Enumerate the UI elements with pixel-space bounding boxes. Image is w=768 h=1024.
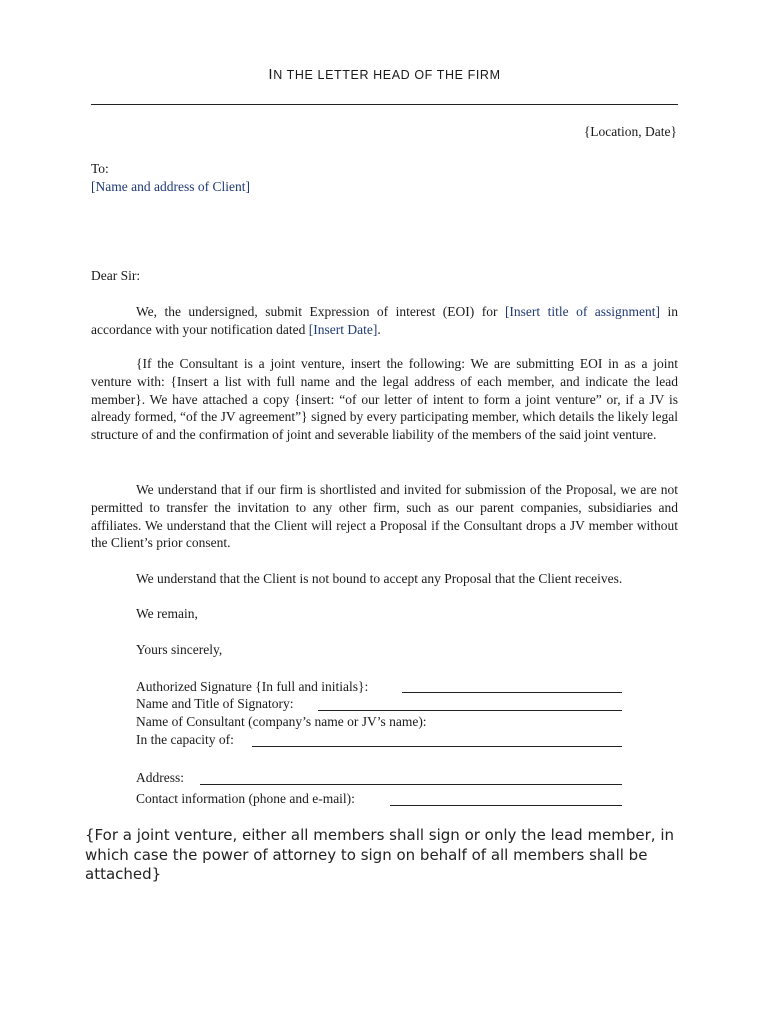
paragraph-joint-venture: {If the Consultant is a joint venture, insert the following: We are submitting EOI in as a joint venture with: {Insert a list with full name and the legal address of each member, and indicate the lead member}. We have attached a copy {insert: “of our letter of intent to form a joint venture” or, if a JV is already formed, “of the JV agreement”} signed by every participating member, which details the likely legal structure of and the confirmation of joint and severable liability of the members of the said joint venture.	[91, 356, 678, 443]
para1-text-b: in accordance with your notification dated	[91, 304, 678, 337]
address-label: Address:	[136, 770, 184, 785]
contact-label: Contact information (phone and e-mail):	[136, 791, 355, 806]
para1-text-c: .	[377, 321, 381, 337]
contact-line[interactable]	[390, 805, 622, 806]
capacity-label: In the capacity of:	[136, 732, 234, 747]
closing-we-remain: We remain,	[136, 606, 198, 621]
date-placeholder: [Insert Date]	[308, 321, 378, 337]
capacity-line[interactable]	[252, 746, 622, 747]
closing-yours-sincerely: Yours sincerely,	[136, 642, 223, 657]
to-label: To:	[91, 161, 109, 176]
name-title-line[interactable]	[318, 710, 622, 711]
authorized-signature-label: Authorized Signature {In full and initials}:	[136, 679, 369, 694]
salutation: Dear Sir:	[91, 268, 141, 283]
client-placeholder: [Name and address of Client]	[91, 179, 250, 194]
consultant-name-label: Name of Consultant (company’s name or JV’s name):	[136, 714, 427, 729]
joint-venture-signing-note: {For a joint venture, either all members shall sign or only the lead member, in which case the power of attorney to sign on behalf of all members shall be attached}	[85, 826, 675, 883]
letterhead-title-initial: I	[268, 66, 274, 83]
letterhead-title-rest: N THE LETTER HEAD OF THE FIRM	[273, 68, 501, 82]
address-line[interactable]	[200, 784, 622, 785]
authorized-signature-line[interactable]	[402, 692, 622, 693]
paragraph-shortlist: We understand that if our firm is shortlisted and invited for submission of the Proposal, we are not permitted to transfer the invitation to any other firm, such as our parent companies, subsidiaries and affiliates. We understand that the Client will reject a Proposal if the Consultant drops a JV member without the Client’s prior consent.	[91, 482, 678, 551]
header-divider	[91, 104, 678, 105]
assignment-title-placeholder: [Insert title of assignment]	[504, 304, 661, 319]
paragraph-submission	[91, 303, 678, 339]
letterhead-title	[91, 66, 678, 83]
paragraph-not-bound: We understand that the Client is not bound to accept any Proposal that the Client receives.	[136, 571, 623, 586]
name-title-label: Name and Title of Signatory:	[136, 696, 294, 711]
location-date: {Location, Date}	[583, 124, 677, 139]
para1-text-a: We, the undersigned, submit Expression of interest (EOI) for	[136, 304, 505, 319]
